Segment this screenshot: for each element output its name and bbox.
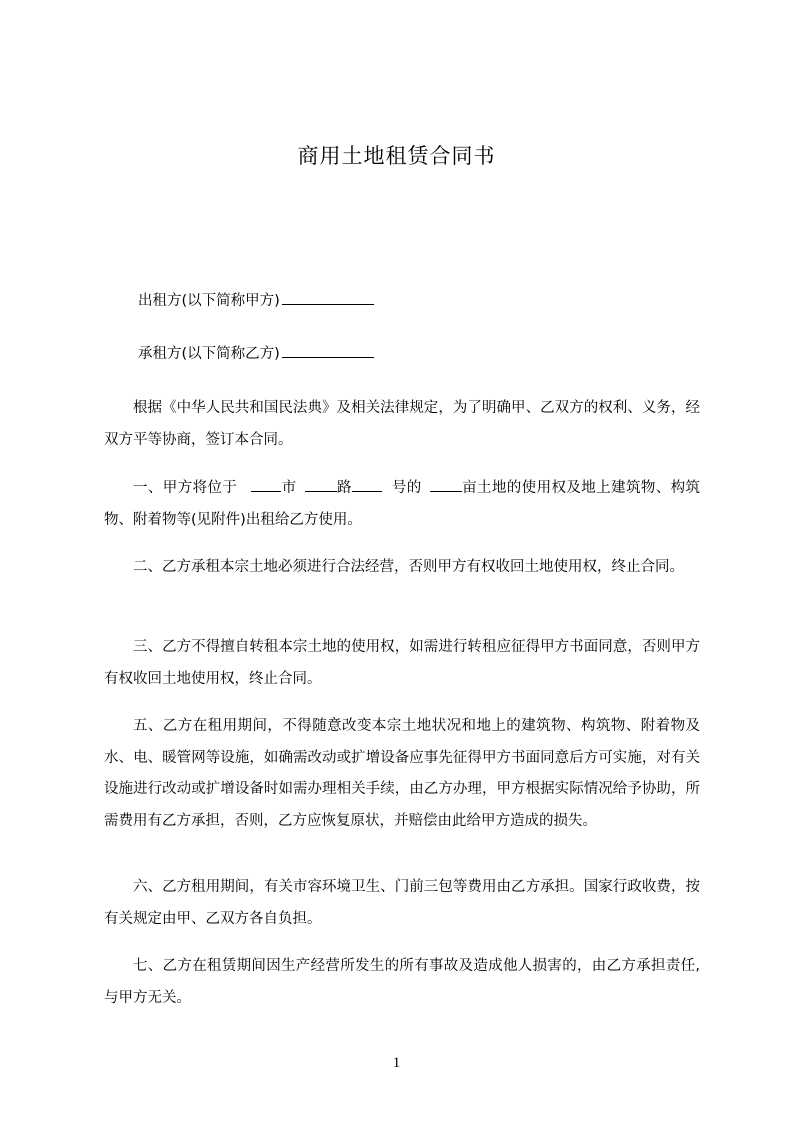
road-blank	[305, 477, 337, 492]
clause-1-part-e: 亩土地的使用权及地上建筑物、构筑物、附着物等(见附件)出租给乙方使用。	[104, 480, 701, 528]
clause-1-part-c: 路	[336, 480, 352, 496]
lessor-label: 出租方(以下简称甲方)	[138, 293, 280, 309]
number-blank	[352, 477, 382, 492]
clause-1-part-d: 号的	[391, 480, 422, 496]
area-blank	[430, 477, 462, 492]
clause-1-part-b: 市	[281, 480, 297, 496]
preamble-paragraph: 根据《中华人民共和国民法典》及相关法律规定，为了明确甲、乙双方的权利、义务，经双方平等协商，签订本合同。	[104, 400, 700, 448]
clause-6-paragraph: 六、乙方租用期间，有关市容环境卫生、门前三包等费用由乙方承担。国家行政收费，按有关规定由甲、乙双方各自负担。	[104, 879, 700, 927]
lessor-line	[138, 290, 374, 311]
clause-2-paragraph: 二、乙方承租本宗土地必须进行合法经营，否则甲方有权收回土地使用权，终止合同。	[133, 559, 684, 575]
page-number: 1	[392, 1055, 401, 1071]
clause-7-paragraph: 七、乙方在租赁期间因生产经营所发生的所有事故及造成他人损害的，由乙方承担责任,与甲方无关。	[104, 958, 700, 1006]
clause-3-paragraph: 三、乙方不得擅自转租本宗土地的使用权，如需进行转租应征得甲方书面同意，否则甲方有权收回土地使用权，终止合同。	[104, 639, 700, 687]
lessee-blank	[282, 343, 374, 358]
lessor-blank	[282, 290, 374, 305]
lessee-label: 承租方(以下简称乙方)	[138, 346, 280, 362]
clause-5-paragraph: 五、乙方在租用期间，不得随意改变本宗土地状况和地上的建筑物、构筑物、附着物及水、电、暖管网等设施，如确需改动或扩增设备应事先征得甲方书面同意后方可实施，对有关设施进行改动或扩增设备时如需办理相关手续，由乙方办理，甲方根据实际情况给予协助，所需费用有乙方承担，否则，乙方应恢复原状，并赔偿由此给甲方造成的损失。	[104, 718, 700, 829]
lessee-line	[138, 343, 374, 364]
clause-1-part-a: 一、甲方将位于	[133, 480, 238, 496]
document-title: 商用土地租赁合同书	[297, 144, 496, 168]
city-blank	[251, 477, 281, 492]
clause-1-paragraph	[104, 473, 700, 536]
